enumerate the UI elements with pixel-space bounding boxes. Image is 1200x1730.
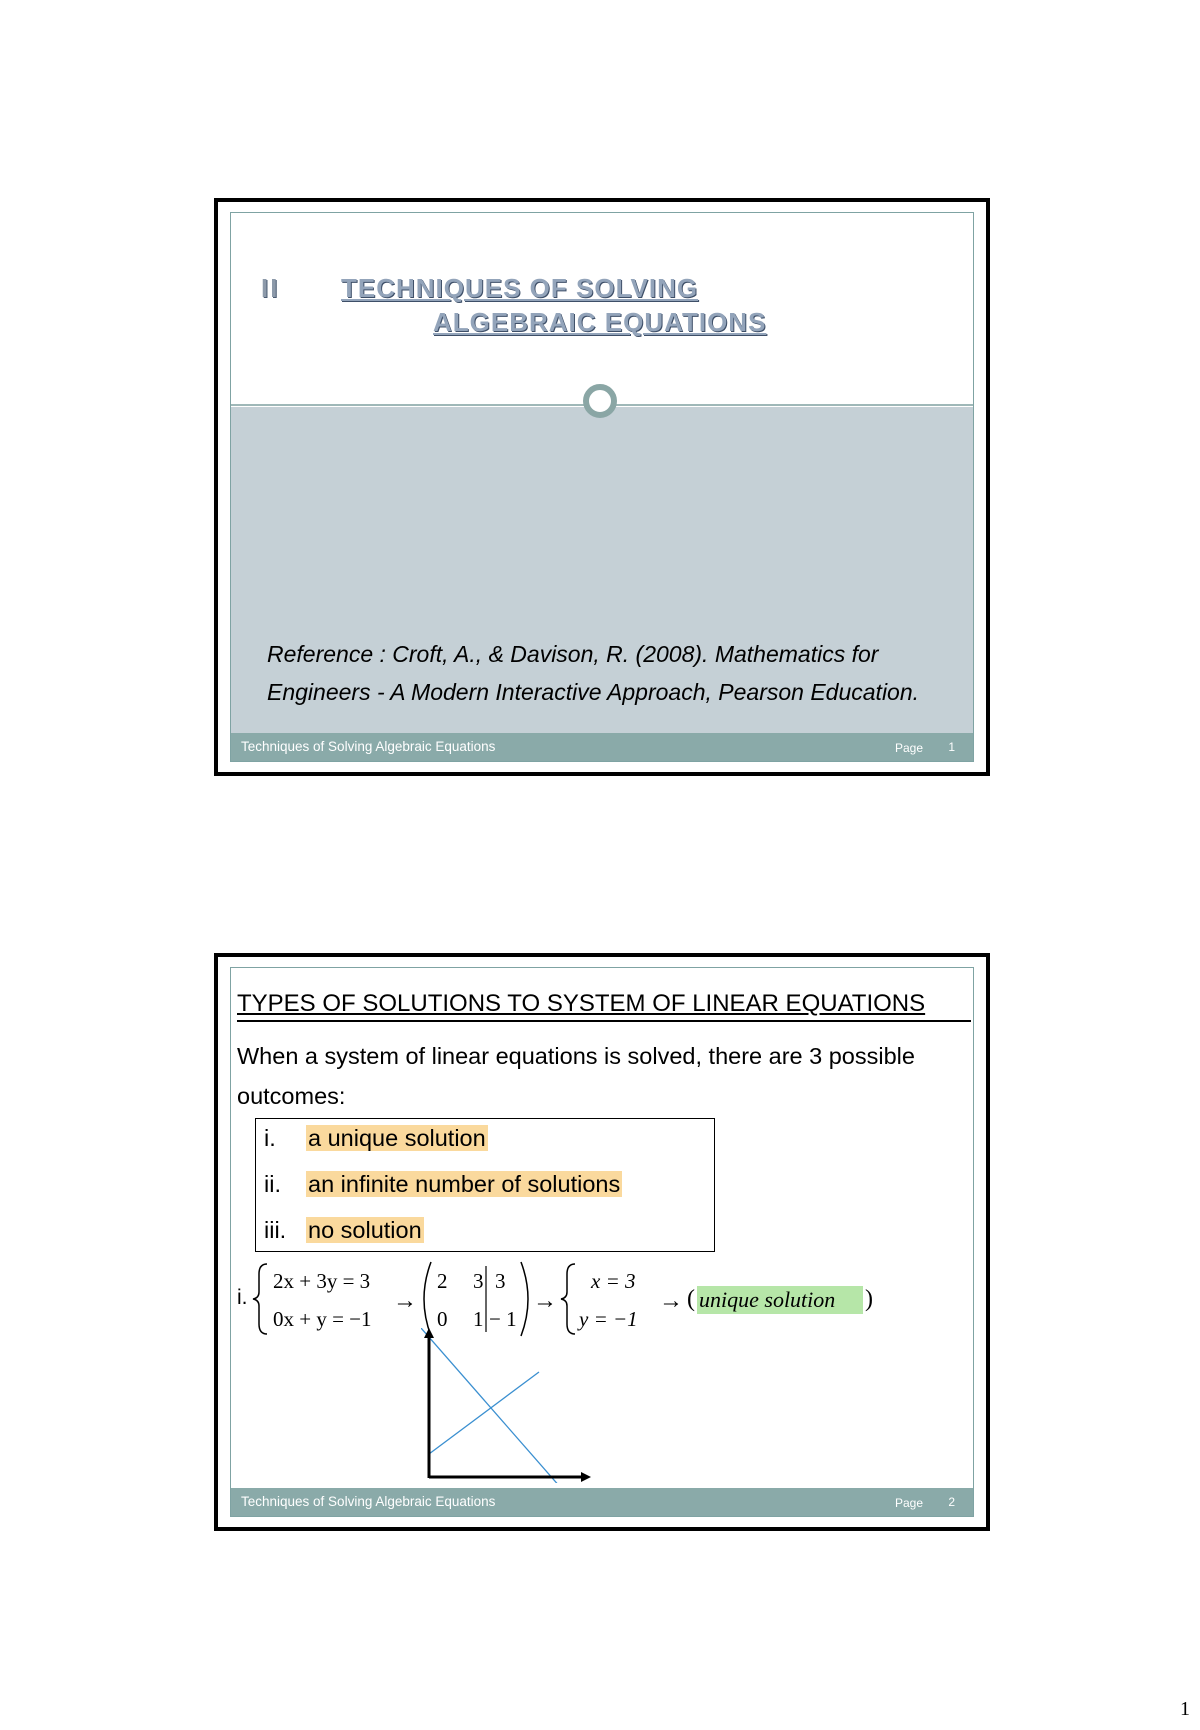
system1-eq1: 2x + 3y = 3 [273, 1269, 371, 1293]
open-paren: ( [687, 1286, 695, 1312]
outcome-number: i. [264, 1125, 276, 1151]
slide-1-header [231, 213, 973, 405]
slide-1 [214, 198, 990, 776]
matrix-cell: 2 [437, 1269, 448, 1293]
system1-eq2: 0x + y = −1 [273, 1307, 372, 1331]
page-number: 1 [1180, 1698, 1190, 1720]
intersection-graph [421, 1328, 621, 1483]
matrix-cell: 3 [495, 1269, 506, 1293]
outcome-text: an infinite number of solutions [308, 1171, 621, 1197]
footer-title: Techniques of Solving Algebraic Equations [241, 739, 496, 754]
title-line-1: TECHNIQUES OF SOLVING [341, 273, 699, 303]
footer-page-number: 1 [948, 740, 955, 754]
footer-page-label: Page [894, 741, 923, 755]
footer-title: Techniques of Solving Algebraic Equations [241, 1494, 496, 1509]
reference-text: Reference : Croft, A., & Davison, R. (2008). Mathematics for Engineers - A Modern Interactive Approach, Pearson Education. [267, 641, 920, 705]
slide-2-footer [231, 1488, 973, 1516]
system2-eq1: x = 3 [591, 1269, 636, 1293]
example-label: i. [237, 1286, 248, 1309]
matrix-cell: 1 [473, 1307, 484, 1331]
line-1 [421, 1328, 561, 1483]
slide-2-title: TYPES OF SOLUTIONS TO SYSTEM OF LINEAR EQUATIONS [237, 990, 926, 1017]
footer-page-number: 2 [948, 1495, 955, 1509]
matrix-cell: 3 [473, 1269, 484, 1293]
slide-2 [214, 953, 990, 1531]
slide-1-frame [230, 212, 974, 762]
left-brace-icon [561, 1264, 575, 1334]
matrix-right-paren-icon [521, 1262, 528, 1336]
arrow-icon: → [659, 1288, 683, 1314]
footer-page-label: Page [894, 1496, 923, 1510]
section-number: II [261, 273, 280, 303]
outcome-item [264, 1171, 622, 1198]
arrow-icon: → [533, 1288, 557, 1314]
line-2 [429, 1372, 539, 1454]
slide-1-body [231, 407, 973, 733]
intro-text: When a system of linear equations is solved, there are 3 possible outcomes: [237, 1043, 915, 1109]
x-axis-arrow-icon [581, 1472, 591, 1482]
matrix-cell: 0 [437, 1307, 448, 1331]
slide-2-frame [230, 967, 974, 1517]
system2-eq2: y = −1 [579, 1307, 638, 1331]
left-brace-icon [253, 1264, 267, 1334]
outcome-text: a unique solution [308, 1125, 486, 1151]
outcome-number: iii. [264, 1217, 287, 1243]
matrix-left-paren-icon [424, 1262, 431, 1336]
arrow-icon: → [393, 1288, 417, 1314]
matrix-cell: − 1 [489, 1307, 517, 1331]
ring-ornament-icon [583, 384, 617, 418]
outcome-item [264, 1125, 488, 1152]
outcome-item [264, 1217, 424, 1244]
outcome-number: ii. [264, 1171, 281, 1197]
slide-1-footer [231, 733, 973, 761]
result-text: unique solution [699, 1287, 836, 1312]
slide-1-title [341, 271, 766, 339]
title-line-2: ALGEBRAIC EQUATIONS [433, 307, 767, 337]
close-paren: ) [865, 1286, 873, 1312]
example-equations [231, 1258, 974, 1338]
title-underline [237, 1020, 971, 1022]
outcomes-box [255, 1118, 715, 1252]
outcome-text: no solution [308, 1217, 422, 1243]
